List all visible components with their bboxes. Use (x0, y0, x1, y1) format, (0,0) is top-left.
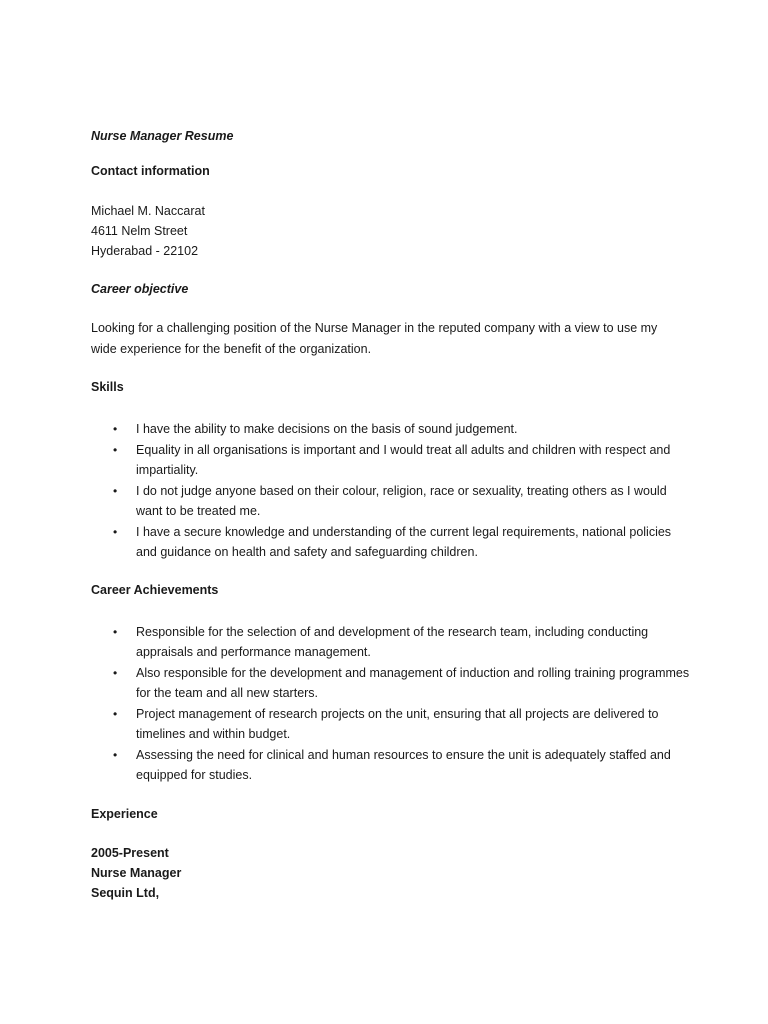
contact-city: Hyderabad - 22102 (91, 244, 199, 258)
list-item (91, 440, 681, 480)
skill-text: I have the ability to make decisions on the basis of sound judgement. (136, 422, 518, 436)
bullet-icon: • (113, 666, 118, 680)
achievements-heading: Career Achievements (91, 583, 219, 597)
bullet-icon: • (113, 525, 118, 539)
skill-text: I do not judge anyone based on their colour, religion, race or sexuality, treating others as I would want to be treated me. (136, 484, 667, 518)
list-item (91, 704, 691, 744)
objective-text: Looking for a challenging position of the Nurse Manager in the reputed company with a view to use my wide experience for the benefit of the organization. (91, 321, 658, 356)
list-item (91, 622, 691, 662)
skill-text: Equality in all organisations is important and I would treat all adults and children with respect and impartiality. (136, 443, 671, 477)
skills-list (91, 419, 681, 563)
bullet-icon: • (113, 484, 118, 498)
experience-period: 2005-Present (91, 846, 169, 860)
experience-company: Sequin Ltd, (91, 886, 160, 900)
list-item (91, 481, 681, 521)
experience-role: Nurse Manager (91, 866, 182, 880)
list-item (91, 663, 691, 703)
bullet-icon: • (113, 625, 118, 639)
bullet-icon: • (113, 707, 118, 721)
experience-details (91, 843, 691, 903)
achievement-text: Project management of research projects on the unit, ensuring that all projects are delivered to timelines and within budget. (136, 707, 659, 741)
list-item (91, 745, 691, 785)
contact-details (91, 201, 691, 261)
bullet-icon: • (113, 422, 118, 436)
list-item (91, 522, 681, 562)
achievements-list (91, 622, 691, 786)
objective-heading: Career objective (91, 282, 189, 296)
skill-text: I have a secure knowledge and understanding of the current legal requirements, national policies and guidance on health and safety and safeguarding children. (136, 525, 672, 559)
achievement-text: Assessing the need for clinical and human resources to ensure the unit is adequately staffed and equipped for studies. (136, 748, 671, 782)
contact-name: Michael M. Naccarat (91, 204, 205, 218)
bullet-icon: • (113, 748, 118, 762)
experience-heading: Experience (91, 807, 158, 821)
objective-text-block (91, 318, 676, 359)
list-item (91, 419, 681, 439)
contact-street: 4611 Nelm Street (91, 224, 188, 238)
resume-title: Nurse Manager Resume (91, 129, 234, 143)
contact-heading: Contact information (91, 164, 210, 178)
bullet-icon: • (113, 443, 118, 457)
achievement-text: Also responsible for the development and management of induction and rolling training programmes for the team and all new starters. (136, 666, 690, 700)
achievement-text: Responsible for the selection of and development of the research team, including conducting appraisals and performance management. (136, 625, 649, 659)
skills-heading: Skills (91, 380, 124, 394)
